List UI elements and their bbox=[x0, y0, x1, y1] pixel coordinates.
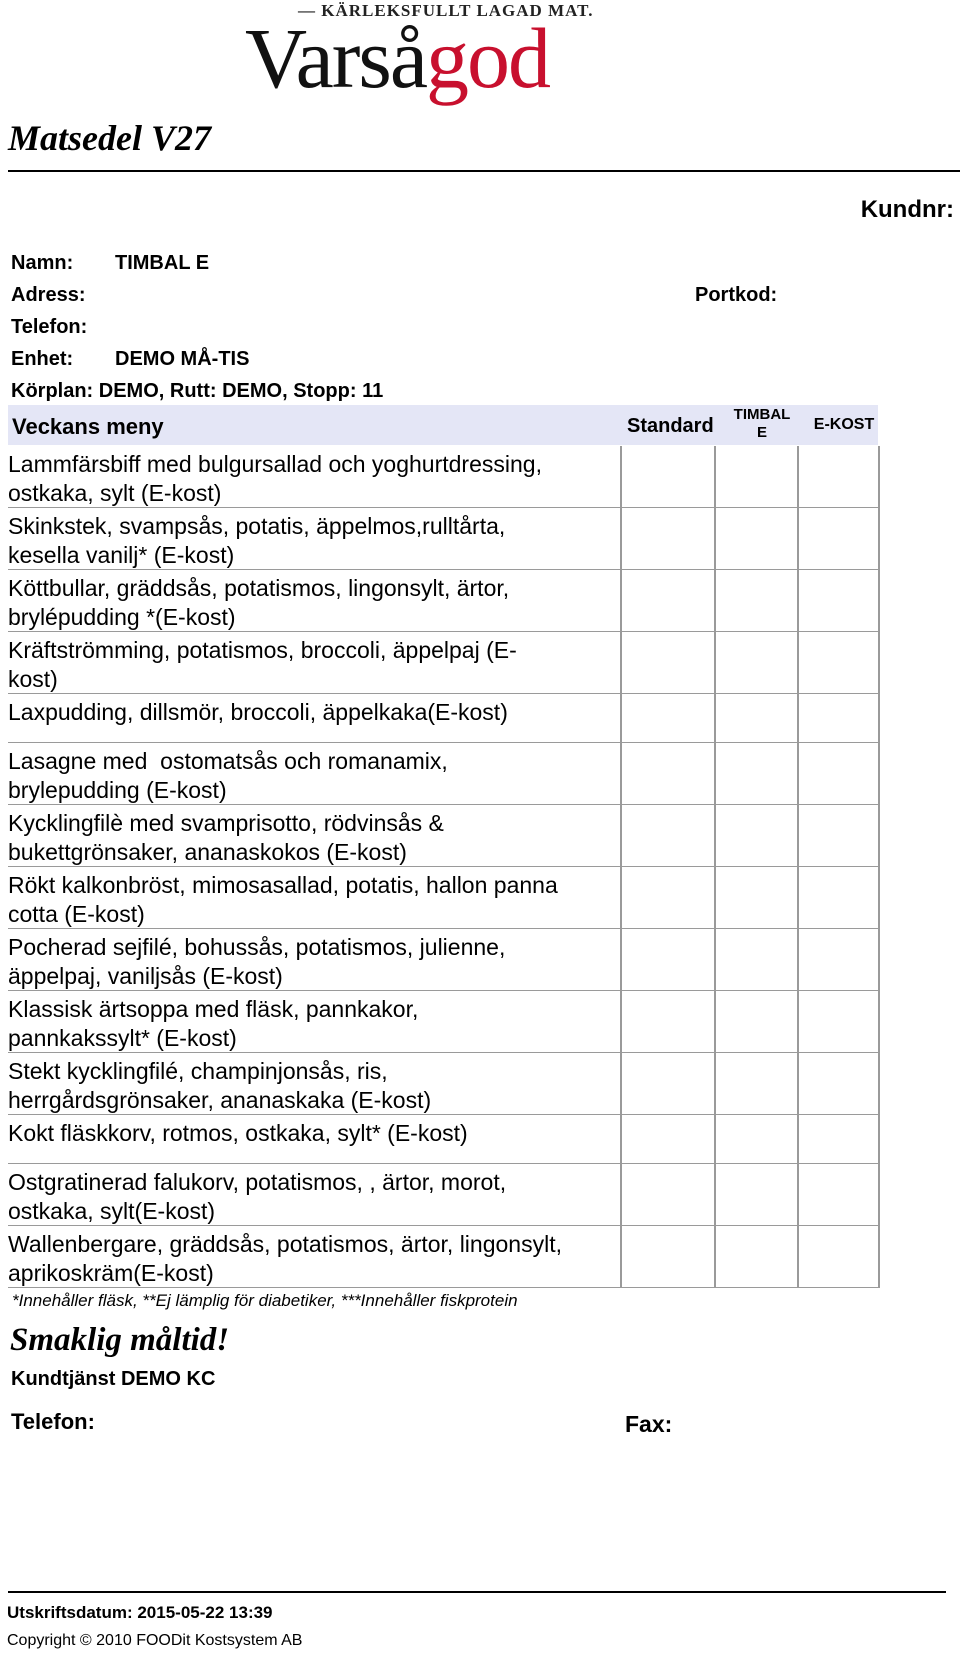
ekost-order-cell[interactable] bbox=[797, 929, 880, 991]
timbal-order-cell[interactable] bbox=[714, 743, 797, 805]
menu-row bbox=[8, 632, 878, 694]
ekost-order-cell[interactable] bbox=[797, 508, 880, 570]
timbal-order-cell[interactable] bbox=[714, 570, 797, 632]
namn-label: Namn: bbox=[11, 252, 74, 274]
namn-row bbox=[11, 252, 209, 275]
standard-order-cell[interactable] bbox=[620, 632, 714, 694]
enhet-row bbox=[11, 348, 249, 371]
col-ekost: E-KOST bbox=[813, 416, 875, 433]
timbal-order-cell[interactable] bbox=[714, 929, 797, 991]
enhet-label: Enhet: bbox=[11, 348, 74, 370]
menu-row bbox=[8, 1164, 878, 1226]
namn-value: TIMBAL E bbox=[115, 252, 210, 274]
portkod-label: Portkod: bbox=[695, 284, 778, 306]
menu-row bbox=[8, 694, 878, 743]
ekost-order-cell[interactable] bbox=[797, 1115, 880, 1164]
print-date: Utskriftsdatum: 2015-05-22 13:39 bbox=[7, 1603, 273, 1622]
dish-name: Kokt fläskkorv, rotmos, ostkaka, sylt* (E-kost) bbox=[8, 1120, 468, 1146]
dish-name: Lammfärsbiff med bulgursallad och yoghurtdressing, ostkaka, sylt (E-kost) bbox=[8, 451, 542, 506]
ekost-order-cell[interactable] bbox=[797, 632, 880, 694]
ekost-order-cell[interactable] bbox=[797, 867, 880, 929]
contact-telefon-label: Telefon: bbox=[11, 1409, 95, 1434]
telefon-row bbox=[11, 316, 115, 339]
menu-header bbox=[8, 405, 878, 445]
page-title: Matsedel V27 bbox=[8, 118, 211, 158]
bottom-divider bbox=[8, 1591, 946, 1593]
menu-row bbox=[8, 508, 878, 570]
ekost-order-cell[interactable] bbox=[797, 743, 880, 805]
timbal-order-cell[interactable] bbox=[714, 1226, 797, 1288]
dish-name: Wallenbergare, gräddsås, potatismos, ärtor, lingonsylt, aprikoskräm(E-kost) bbox=[8, 1231, 562, 1286]
footnote: *Innehåller fläsk, **Ej lämplig för diabetiker, ***Innehåller fiskprotein bbox=[12, 1291, 518, 1310]
top-divider bbox=[8, 170, 960, 172]
menu-row bbox=[8, 570, 878, 632]
timbal-order-cell[interactable] bbox=[714, 508, 797, 570]
ekost-order-cell[interactable] bbox=[797, 1164, 880, 1226]
dish-name: Stekt kycklingfilé, champinjonsås, ris, herrgårdsgrönsaker, ananaskaka (E-kost) bbox=[8, 1058, 432, 1113]
timbal-order-cell[interactable] bbox=[714, 632, 797, 694]
standard-order-cell[interactable] bbox=[620, 694, 714, 743]
adress-row bbox=[11, 284, 115, 307]
ekost-order-cell[interactable] bbox=[797, 694, 880, 743]
timbal-order-cell[interactable] bbox=[714, 1053, 797, 1115]
closing-greeting: Smaklig måltid! bbox=[10, 1322, 230, 1358]
col-timbal: TIMBAL E bbox=[733, 406, 791, 441]
timbal-order-cell[interactable] bbox=[714, 1164, 797, 1226]
timbal-order-cell[interactable] bbox=[714, 694, 797, 743]
adress-label: Adress: bbox=[11, 284, 86, 306]
menu-row bbox=[8, 805, 878, 867]
standard-order-cell[interactable] bbox=[620, 570, 714, 632]
ekost-order-cell[interactable] bbox=[797, 1053, 880, 1115]
timbal-order-cell[interactable] bbox=[714, 805, 797, 867]
telefon-label: Telefon: bbox=[11, 316, 88, 338]
dish-name: Lasagne med ostomatsås och romanamix, brylepudding (E-kost) bbox=[8, 748, 448, 803]
logo-tagline: — KÄRLEKSFULLT LAGAD MAT. bbox=[298, 1, 594, 20]
customer-service: Kundtjänst DEMO KC bbox=[11, 1368, 216, 1390]
ekost-order-cell[interactable] bbox=[797, 991, 880, 1053]
standard-order-cell[interactable] bbox=[620, 1164, 714, 1226]
logo-name-part2: god bbox=[426, 10, 550, 106]
timbal-order-cell[interactable] bbox=[714, 1115, 797, 1164]
standard-order-cell[interactable] bbox=[620, 508, 714, 570]
menu-row bbox=[8, 867, 878, 929]
ekost-order-cell[interactable] bbox=[797, 446, 880, 508]
menu-row bbox=[8, 1115, 878, 1164]
ekost-order-cell[interactable] bbox=[797, 570, 880, 632]
standard-order-cell[interactable] bbox=[620, 805, 714, 867]
dish-name: Rökt kalkonbröst, mimosasallad, potatis, hallon panna cotta (E-kost) bbox=[8, 872, 558, 927]
dish-name: Klassisk ärtsoppa med fläsk, pannkakor, pannkakssylt* (E-kost) bbox=[8, 996, 419, 1051]
menu-row bbox=[8, 929, 878, 991]
standard-order-cell[interactable] bbox=[620, 446, 714, 508]
timbal-order-cell[interactable] bbox=[714, 867, 797, 929]
dish-name: Skinkstek, svampsås, potatis, äppelmos,rulltårta, kesella vanilj* (E-kost) bbox=[8, 513, 506, 568]
menu-row bbox=[8, 446, 878, 508]
ekost-order-cell[interactable] bbox=[797, 805, 880, 867]
ekost-order-cell[interactable] bbox=[797, 1226, 880, 1288]
dish-name: Pocherad sejfilé, bohussås, potatismos, julienne, äppelpaj, vaniljsås (E-kost) bbox=[8, 934, 506, 989]
brand-logo bbox=[245, 8, 549, 108]
standard-order-cell[interactable] bbox=[620, 991, 714, 1053]
kundnr-label: Kundnr: bbox=[860, 196, 954, 223]
col-standard: Standard bbox=[627, 415, 714, 437]
menu-header-title: Veckans meny bbox=[12, 414, 164, 439]
timbal-order-cell[interactable] bbox=[714, 446, 797, 508]
menu-row bbox=[8, 743, 878, 805]
standard-order-cell[interactable] bbox=[620, 867, 714, 929]
enhet-value: DEMO MÅ-TIS bbox=[115, 348, 250, 370]
menu-row bbox=[8, 1226, 878, 1288]
standard-order-cell[interactable] bbox=[620, 929, 714, 991]
contact-fax-label: Fax: bbox=[625, 1411, 673, 1437]
korplan-row: Körplan: DEMO, Rutt: DEMO, Stopp: 11 bbox=[11, 380, 384, 402]
dish-name: Laxpudding, dillsmör, broccoli, äppelkaka(E-kost) bbox=[8, 699, 508, 725]
standard-order-cell[interactable] bbox=[620, 1226, 714, 1288]
standard-order-cell[interactable] bbox=[620, 1115, 714, 1164]
logo-name-part1: Varså bbox=[245, 10, 427, 106]
menu-row bbox=[8, 991, 878, 1053]
dish-name: Köttbullar, gräddsås, potatismos, lingonsylt, ärtor, brylépudding *(E-kost) bbox=[8, 575, 510, 630]
timbal-order-cell[interactable] bbox=[714, 991, 797, 1053]
dish-name: Kräftströmming, potatismos, broccoli, äppelpaj (E- kost) bbox=[8, 637, 517, 692]
standard-order-cell[interactable] bbox=[620, 743, 714, 805]
menu-row bbox=[8, 1053, 878, 1115]
standard-order-cell[interactable] bbox=[620, 1053, 714, 1115]
dish-name: Ostgratinerad falukorv, potatismos, , ärtor, morot, ostkaka, sylt(E-kost) bbox=[8, 1169, 507, 1224]
copyright: Copyright © 2010 FOODit Kostsystem AB bbox=[7, 1632, 303, 1649]
dish-name: Kycklingfilè med svamprisotto, rödvinsås & bukettgrönsaker, ananaskokos (E-kost) bbox=[8, 810, 444, 865]
